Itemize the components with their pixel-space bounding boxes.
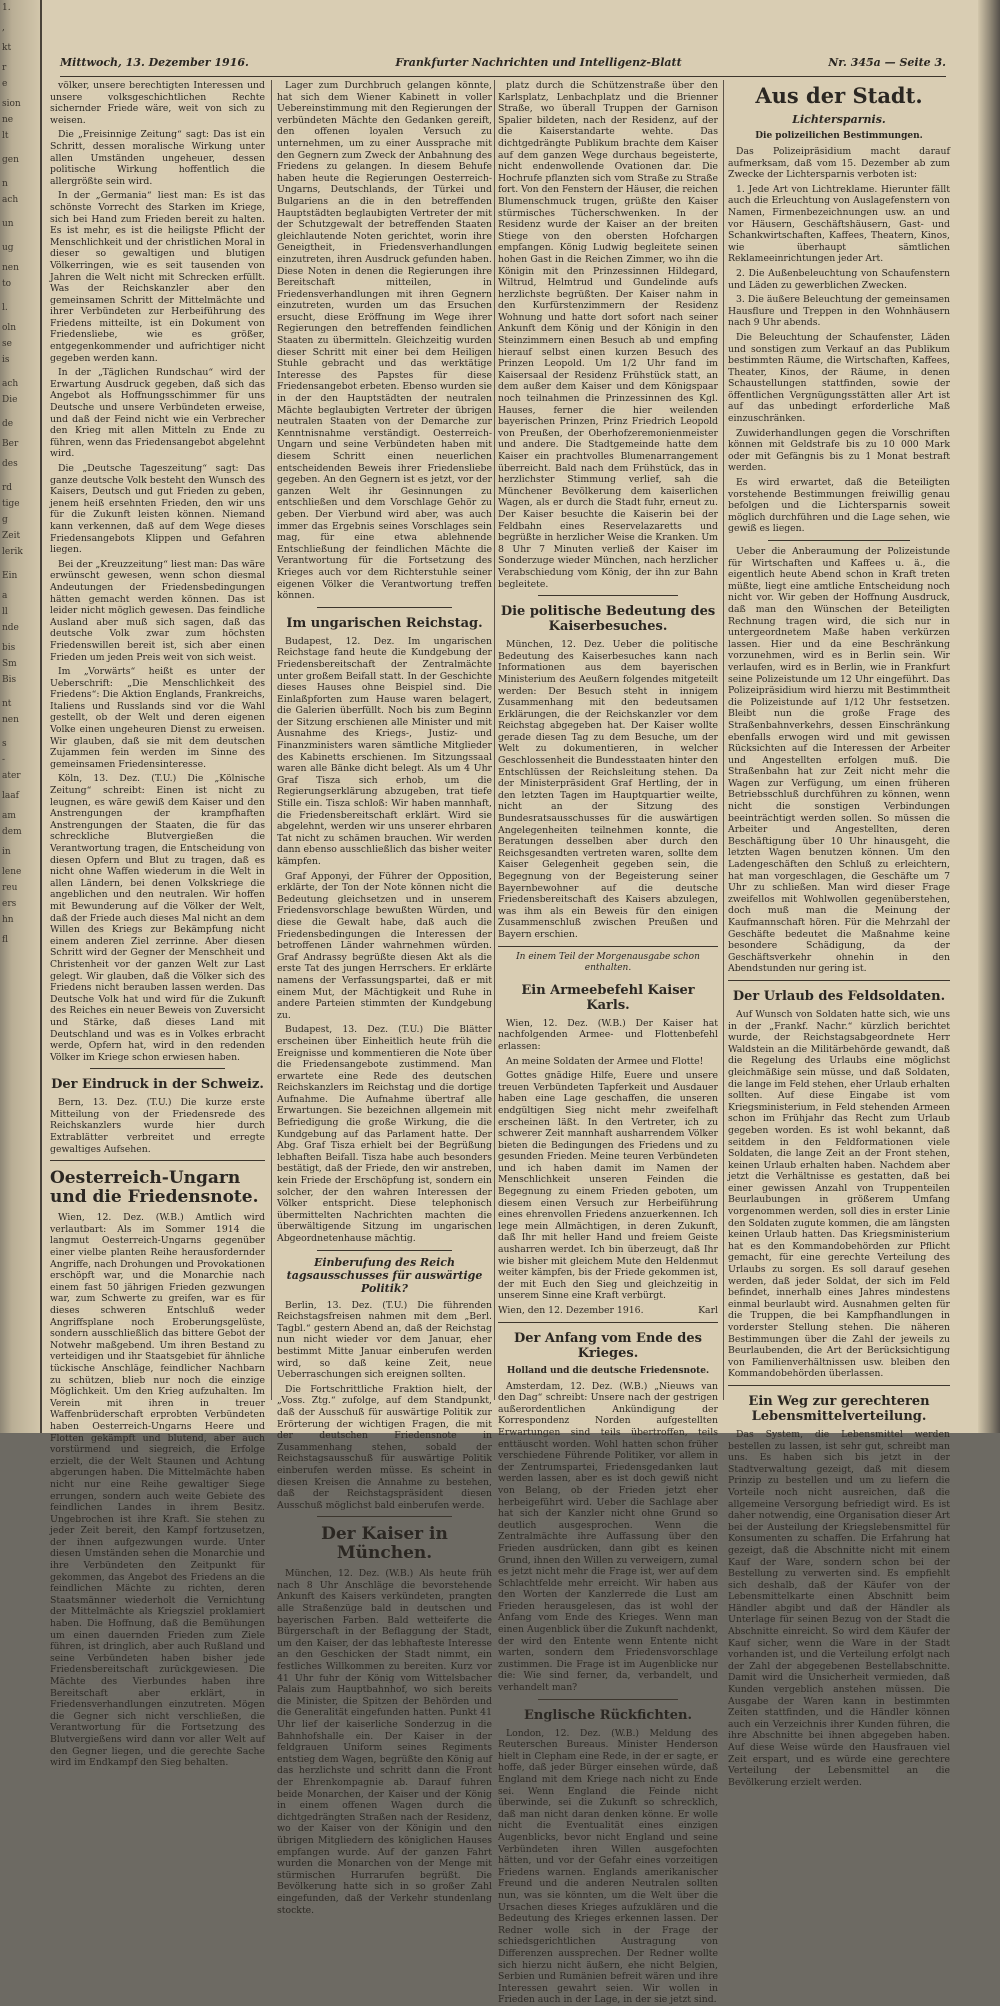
gutter-fragment: dem (2, 827, 22, 837)
signature-name: Karl (698, 1305, 718, 1316)
separator (728, 980, 950, 981)
paragraph: An meine Soldaten der Armee und Flotte! (506, 1055, 704, 1067)
separator (538, 595, 678, 596)
paragraph: London, 12. Dez. (W.B.) Meldung des Reuterschen Bureaus. Minister Henderson hielt in Clepham eine Rede, in der er sagte, er hoffe, daß jeder Bürger einsehen würde, daß England mit dem Kriege nach nicht zu Ende sei. Wenn England die Feinde nicht überwinde, sei die Zukunft so schrecklich, daß man nicht daran denken könne. Er wolle nicht die Eventualität eines einzigen Augenblicks, bevor nicht England und seine Verbündeten ihren Willen ausgefochten hätten, und vor der Gefahr eines vorzeitigen Friedens warnen. Englands amerikanischer Freund und die anderen Neutralen sollten nun, was sie könnten, um die Welt über die Ursachen dieses Krieges aufzuklären und die Bedeutung des Krieges erkennen lassen. Der Redner wolle sich in der Frage der schiedsgerichtlichen Austragung von Differenzen aussprechen. Der Redner wollte sich hierzu nicht äußern, ehe nicht Belgien, Serbien und Rumänien befreit wären und ihre Interessen gewahrt seien. Wir wollen in Frieden auch in der Lage, in der sie jetzt sind. (498, 1727, 718, 2006)
gutter-fragment: to (2, 279, 12, 289)
paragraph: München, 12. Dez. (W.B.) Als heute früh nach 8 Uhr Anschläge die bevorstehende Ankunft des Kaisers verkündeten, prangten alle Straßenzüge bald in deutschen und bayerischen Farben. Bald wetteiferte die Bürgerschaft in der Beflaggung der Stadt, um den Kaiser, der das lebhafteste Interesse an den Geschicken der Stadt nimmt, ein festliches Willkommen zu bereiten. Kurz vor 41 Uhr fuhr der König vom Wittelsbacher Palais zum Hauptbahnhof, wo sich bereits die Minister, die Spitzen der Behörden und die Generalität eingefunden hatten. Punkt 41 Uhr lief der kaiserliche Sonderzug in die Bahnhofshalle ein. Der Kaiser in der feldgrauen Uniform seines Regiments entstieg dem Wagen, begrüßte den König auf das herzlichste und schritt dann die Front der Ehrenkompagnie ab. Darauf fuhren beide Monarchen, der Kaiser und der König in einem offenen Wagen durch die dichtgedrängten Straßen nach der Residenz, wo der Kaiser von der Königin und den übrigen Mitgliedern des königlichen Hauses empfangen wurde. Auf der ganzen Fahrt wurden die Monarchen von der Menge mit stürmischen Hurrarufen begrüßt. Die Bevölkerung hatte sich in so großer Zahl eingefunden, daß der Verkehr stundenlang stockte. (277, 1568, 492, 1916)
paragraph: Berlin, 13. Dez. (T.U.) Die führenden Reichstagsfreisen nahmen mit dem „Berl. Tagbl.“ gestern Abend an, daß der Reichstag nun nicht wieder vor dem Januar, eher bestimmt Mitte Januar einberufen werden wird, so daß keine Zeit, neue Ueberraschungen sich ereignen sollten. (277, 1299, 492, 1381)
lebensmittel-paragraphs (728, 1429, 950, 1788)
gutter-fragment: , (2, 23, 5, 33)
gutter-fragment: g (2, 515, 8, 525)
kaiser-paragraphs (277, 1568, 492, 1916)
paragraph: Es wird erwartet, daß die Beteiligten vorstehende Bestimmungen freiwillig genau befolgen und die Lichtersparnis soweit möglich durchführen und die Lage sehen, wie gewiß es liegen. (728, 477, 950, 535)
paragraph: platz durch die Schützenstraße über den Karlsplatz, Lenbachplatz und die Brienner Straße, wo überall Truppen der Garnison Spalier bildeten, nach der Residenz, auf der die Kaiserstandarte wehte. Das dichtgedrängte Publikum brachte dem Kaiser auf dem ganzen Wege durchaus begeisterte, nicht endenwollende Ovationen dar. Die Hochrufe pflanzten sich vom Straße zu Straße fort. Von den Fenstern der Häuser, die reichen Blumenschmuck trugen, grüßte den Kaiser stürmisches Tücherschwenken. In der Residenz wurde der Kaiser an der breiten Stiege von den obersten Hofchargen empfangen. König Ludwig begleitete seinen hohen Gast in die Reichen Zimmer, wo ihn die Königin mit den Prinzessinnen Hildegard, Wiltrud, Helmtrud und Gundelinde aufs herzlichste begrüßten. Der Kaiser nahm in den Kurfürstenzimmern der Residenz Wohnung und hatte dort sofort nach seiner Ankunft dem König und der Königin in den Steinzimmern einen Besuch ab und empfing hierauf selbst einen kurzen Besuch des Prinzen Leopold. Um 1/2 Uhr fand im Kaisersaal der Residenz Frühstück statt, an dem außer dem Kaiser und dem Königspaar noch teilnahmen die Prinzessinnen des Kgl. Hauses, ferner die hier weilenden bayerischen Prinzen, Prinz Friedrich Leopold von Preußen, der Oberhofzeremonienmeister und andere. Die Stadtgemeinde hatte dem Kaiser ein prachtvolles Blumenarrangement überreicht. Bald nach dem Frühstück, das in herzlichster Stimmung verlief, sah die Münchener Bevölkerung dem kaiserlichen Wagen, als er durch die Stadt fuhr, erneut zu. Der Kaiser besuchte die Kaiserin bei der Feldbahn eines Reservelazaretts und begrüßte in herzlicher Weise die Kranken. Um 8 Uhr 7 Minuten verließ der Kaiser im Sonderzuge wieder München, nach herzlicher Verabschiedung vom König, der ihn zur Bahn begleitete. (498, 80, 718, 590)
gutter-fragment: is (2, 355, 10, 365)
oesterreich-paragraphs (50, 1212, 265, 1769)
gutter-fragment: ach (2, 379, 19, 389)
gutter-fragment: Sm (2, 659, 17, 669)
heading-armeebefehl: Ein Armeebefehl Kaiser Karls. (521, 982, 695, 1013)
gutter-fragment: ach (2, 195, 19, 205)
heading-englisch: Englische Rückfichten. (523, 1707, 693, 1723)
paragraph: völker, unsere berechtigten Interessen und unsere volksgeschichtlichen Rechte sichernder Friede wäre, weit von sich zu weisen. (50, 80, 265, 126)
gutter-fragment: Bis (2, 675, 17, 685)
column-rule (271, 80, 272, 1400)
separator (728, 1385, 950, 1386)
column-rule (723, 80, 724, 1400)
paragraph: Köln, 13. Dez. (T.U.) Die „Kölnische Zeitung“ schreibt: Einen ist nicht zu leugnen, es wäre gewiß dem Kaiser und den Anstrengungen der krampfhaften Anstrengungen der Staaten, die für das schreckliche Blutvergießen die Verantwortung tragen, die Entscheidung von diesen Opfern und Blut zu tragen, daß es nicht ohne Waffen wiederum in die Welt in allen Ländern, bei denen Volkskriege die angeblichen und den neutralen. Wir hoffen mit Bewunderung auf die Völker der Welt, daß der Friede auch dieses Mal nicht an dem Willen des Kriegs zur Bekämpfung nicht einem anderen Ziel zerrinne. Aber diesen Schritt wird der Gegner der Menschheit und Christenheit vor der ganzen Welt zur Last gelegt. Wir glauben, daß die Völker sich des Friedens nicht berauben lassen werden. Das Deutsche Volk hat und wird für die Zukunft des Reiches ein neuer Beweis von Zuversicht und Stärke, daß dieses Land mit Deutschland und was es in Volkes erbracht werde, Opfern hat, wird in den redenden Völker im Kriege schon erwiesen haben. (50, 773, 265, 1063)
gutter-fragment: nen (2, 715, 19, 725)
gutter-fragment: - (2, 755, 6, 765)
gutter-fragment: lene (2, 867, 22, 877)
paragraph: Gottes gnädige Hilfe, Euere und unsere treuen Verbündeten Tapferkeit und Ausdauer haben eine Lage geschaffen, die unseren endgültigen Sieg nicht mehr zweifelhaft erscheinen läßt. In den Vertreter, ich zu schwerer Zeit mannhaft ausharrendem Völker bieten die Bedingungen des Friedens und zu gesunden Frieden. Meine teuren Verbündeten und ich haben damit im Namen der Menschlichkeit unseren Feinden die Begegnung zu einem Frieden geboten, um diesem einen Versuch zur Herbeiführung eines ehrenvollen Friedens anzuerkennen. Ich lege mein Allmächtigen, in deren Zukunft, daß Ihr mit heller Hand und freiem Geiste ausharren werdet. Ich bin überzeugt, daß Ihr wie bisher mit gleichem Mute den Heldenmut weiter kämpfen, bis der Friede gekommen ist, der mit Euch den Sieg und gleichzeitig in unserem Sinne eine Kraft verbürgt. (498, 1070, 718, 1302)
gutter-fragment: ne (2, 115, 14, 125)
column-rule (494, 80, 495, 1400)
gutter-fragment: Zeit (2, 531, 21, 541)
gutter-fragment: des (2, 459, 18, 469)
gutter-fragment: ug (2, 243, 14, 253)
armeebefehl-paragraphs (498, 1018, 718, 1302)
gutter-fragment: oln (2, 323, 17, 333)
gutter-fragment: de (2, 419, 14, 429)
paragraph: Budapest, 13. Dez. (T.U.) Die Blätter erscheinen über Einheitlich heute früh die Ereignisse und kommentieren die Note über die Friedensangebote zustimmend. Man erwartete eine Rede des deutschen Reichskanzlers im Reichstag und die dortige Aufnahme. Die Aufnahme übertraf alle Erwartungen. Sie bezeichnen allgemein mit Befriedigung die große Wirkung, die die Kundgebung auf das Parlament hatte. Der Abg. Graf Tisza erhielt bei der Begrüßung lebhaften Beifall. Tisza habe auch besonders bestätigt, daß der Friede, den wir anstreben, kein Friede der Erschöpfung ist, sondern ein solcher, der den wahren Interessen der Völker entspricht. Diese telephonisch übermittelten Nachrichten machten die überwältigende Sitzung im ungarischen Abgeordnetenhause mächtig. (277, 1024, 492, 1244)
gutter-fragment: bis (2, 643, 16, 653)
paragraph: Die Fortschrittliche Fraktion hielt, der „Voss. Ztg.“ zufolge, auf dem Standpunkt, daß der Ausschuß für auswärtige Politik zur Erörterung der wichtigen Fragen, die mit der deutschen Friedensnote in Zusammenhang stehen, sobald der Reichstagsausschuß für auswärtige Politik einberufen werden müsse. Es scheint in diesen Kreisen die Annahme zu bestehen, daß der Reichstagspräsident diesen Ausschuß möglichst bald einberufen werde. (277, 1383, 492, 1511)
column-4 (728, 80, 950, 1788)
heading-aus-der-stadt: Aus der Stadt. (755, 83, 923, 108)
subheading-bestimmungen: Die polizeilichen Bestimmungen. (755, 131, 923, 141)
gutter-fragment: fl (2, 935, 9, 945)
separator (90, 1068, 225, 1069)
paragraph: 2. Die Außenbeleuchtung von Schaufenstern und Läden zu gewerblichen Zwecken. (728, 267, 950, 291)
paragraph: Lager zum Durchbruch gelangen könnte, hat sich dem Wiener Kabinett in voller Uebereinstimmung mit den Regierungen der verbündeten Mächte den Gedanken gereift, den offenen loyalen Versuch zu unternehmen, um zu einer Aussprache mit den Gegnern zum Zweck der Anbahnung des Friedens zu gelangen. In diesem Behufe haben heute die Regierungen Oesterreich-Ungarns, Deutschlands, der Türkei und Bulgariens an die in den betreffenden Hauptstädten beglaubigten Vertreter der mit der Schutzgewalt der betreffenden Staaten gleichlautende Noten gerichtet, worin ihre Geneigtheit, in Friedensverhandlungen einzutreten, ihren Ausdruck gefunden haben. Diese Noten in denen die Regierungen ihre Bereitschaft mitteilen, in Friedensverhandlungen mit ihren Gegnern einzutreten, wurden um das Ersuchen ersucht, diese Eröffnung im Wege ihrer Regierungen den betreffenden feindlichen Staaten zu übermitteln. Gleichzeitig wurden dieser Schritt mit einer bei dem Heiligen Stuhle gebracht und das werktätige Interesse des Papstes für diese Friedensangebot erbeten. Ebenso wurden sie in der den Hauptstädten der neutralen Mächte beglaubigten Vertreter der übrigen neutralen Staaten von der Demarche zur Kenntnisnahme verständigt. Oesterreich-Ungarn und seine Verbündeten haben mit diesem Schritt einen neuerlichen entscheidenden Beweis ihrer Friedensliebe gegeben. An den Gegnern ist es jetzt, vor der ganzen Welt ihr Gesinnungen zu entschließen und dem Vorschlage Gehör zu geben. Der Vierbund wird aber, was auch immer das Ergebnis seines Vorschlages sein mag, für eine etwa ablehnende Entschließung der feindlichen Mächte die Verantwortung für die Fortsetzung des Krieges auch vor dem Richterstuhle seiner eigenen Völker die Verantwortung treffen können. (277, 80, 492, 602)
heading-einberufung: Einberufung des Reich tagsausschusses für auswärtige Politik? (286, 1255, 483, 1295)
paragraph: Das Polizeipräsidium macht darauf aufmerksam, daß vom 15. Dezember ab zum Zwecke der Lichtersparnis verboten ist: (728, 146, 950, 181)
gutter-fragment: e (2, 79, 8, 89)
paragraph: Die Beleuchtung der Schaufenster, Läden und sonstigen zum Verkauf an das Publikum bestimmten Räume, die Wirtschaften, Kaffees, Theater, Kinos, der Räume, in denen Schaustellungen stattfinden, sowie der öffentlichen Vergnügungsstätten aller Art ist auf das unbedingt erforderliche Maß einzuschränken. (728, 331, 950, 425)
paragraph: Budapest, 12. Dez. Im ungarischen Reichstage fand heute die Kundgebung der Friedensbereitschaft der Zentralmächte unter großem Beifall statt. In der Geschichte dieses Hauses ohne Beispiel sind. Die Einlaßpforten zum Hause waren belagert, die Galerien überfüllt. Noch bis zum Beginn der Sitzung erschienen alle Minister und mit Ausnahme des Kriegs-, Justiz- und Finanzministers waren sämtliche Mitglieder des Kabinetts erschienen. Im Sitzungssaal waren alle Bänke dicht belegt. Als um 4 Uhr Graf Tisza sich erhob, um die Regierungserklärung abzugeben, trat tiefe Stille ein. Tisza schloß: Wir haben mannhaft, die Friedensbereitschaft erklärt. Wird sie abgelehnt, werden wir uns unserer ehrbaren Tat nicht zu schämen brauchen. Wir werden dann ebenso ausschließlich das bisher weiter kämpfen. (277, 635, 492, 867)
paragraph: Zuwiderhandlungen gegen die Vorschriften können mit Geldstrafe bis zu 10 000 Mark oder mit Gefängnis bis zu 1 Monat bestraft werden. (728, 427, 950, 474)
edition-note: In einem Teil der Morgenausgabe schon enthalten. (516, 951, 700, 974)
paragraph: 1. Jede Art von Lichtreklame. Hierunter fällt auch die Erleuchtung von Auslagefenstern von Namen, Firmenbezeichnungen usw. an und vor Häusern, Geschäftshäusern, Gast- und Schankwirtschaften, Kaffees, Theatern, Kinos, wie überhaupt sämtlichen Reklameeinrichtungen jeder Art. (728, 183, 950, 265)
englisch-paragraphs (498, 1728, 718, 2006)
paragraph: Das System, die Lebensmittel werden bestellen zu lassen, ist sehr gut, schreibt man uns. Es haben sich bis jetzt in der Stadtverwaltung gezeigt, daß mit diesem Prinzip zu bestellen und um zu liefern die Vorteile noch nicht ausreichen, daß die allgemeine Versorgung befriedigt wird. Es ist daher notwendig, eine Organisation dieser Art bei der Austeilung der Kriegslebensmittel für Konsumenten zu schaffen. Die Erfahrung hat gezeigt, daß die Abschnitte nicht mit einem Kauf der Ware, sondern schon bei der Bestellung zu verwerten sind. Es empfiehlt sich deshalb, daß der Käufer von der Lebensmittelkarte einen Abschnitt beim Händler abgibt und daß der Händler als Unterlage für seinen Bezug von der Stadt die Abschnitte einreicht. So wird dem Käufer der Kauf sicher, wenn die Ware in der Stadt vorhanden ist, und die Verteilung erfolgt nach der Zahl der abgegebenen Bestellabschnitte. Damit wird die Unsicherheit vermieden, daß Kunden vergeblich anstehen müssen. Die Ausgabe der Waren kann in bestimmten Zeiten stattfinden, und die Händler können auch ein Verzeichnis ihrer Kunden führen, die ihre Abschnitte bei ihnen abgegeben haben. Auf diese Weise würde den Hausfrauen viel Zeit erspart, und es würde eine gerechtere Verteilung der Lebensmittel an die Bevölkerung erzielt werden. (728, 1428, 950, 1788)
urlaub-paragraphs (728, 1009, 950, 1380)
stadt-paragraphs (728, 146, 950, 535)
gutter-fragment: lt (2, 131, 9, 141)
anfang-paragraphs (498, 1381, 718, 1694)
paragraph: Graf Apponyi, der Führer der Opposition, erklärte, der Ton der Note können nicht die Bedeutung gleichsetzen und in unserem Friedensvorschlage bewußten Würden, und diese die Gewalt habe, daß auch die Friedensbedingungen die Interessen der betroffenen Länder wahrnehmen würden. Graf Andrassy begrüßte diesen Akt als die erste Tat des jungen Herrschers. Er erklärte namens der Verfassungspartei, daß er mit einem Mut, der Mächtigkeit und Ruhe in andere Parteien stimmten der Kundgebung zu. (277, 870, 492, 1021)
heading-oesterreich: Oesterreich-Ungarn und die Friedensnote. (50, 1168, 259, 1208)
col3-top-paragraphs (498, 80, 718, 590)
page-header (60, 56, 946, 77)
gutter-fragment: reu (2, 883, 18, 893)
header-page-number: Nr. 345a — Seite 3. (828, 56, 946, 69)
gutter-fragment: in (2, 847, 11, 857)
subheading-anfang: Holland und die deutsche Friedensnote. (506, 1365, 710, 1376)
separator (768, 540, 910, 541)
paragraph: München, 12. Dez. Ueber die politische Bedeutung des Kaiserbesuches kann nach Informationen aus dem bayerischen Ministerium des Aeußern folgendes mitgeteilt werden: Der Besuch steht in innigem Zusammenhang mit den bedeutsamen Erklärungen, die der Reichskanzler vor dem Reichstag abgegeben hat. Der Kaiser wollte gerade diesen Tag zu dem Besuche, um der Welt zu dokumentieren, in welcher Geschlossenheit die Bundesstaaten hinter den Entschlüssen der Reichsleitung stehen. Da der Ministerpräsident Graf Hertling, der in den letzten Tagen im Hauptquartier weilte, nicht an der Sitzung des Bundesratsausschusses für die auswärtigen Angelegenheiten teilnehmen konnte, die Beratungen desselben aber durch den Reichsgesandten vertreten waren, sollte dem Kaiser Gelegenheit gegeben sein, die Begegnung von der Begeisterung seiner Bayernbewohner auf die deutsche Friedensbereitschaft des Kaisers abzulegen, was ihm als ein Beweis für den einigen Zusammenschluß zwischen Preußen und Bayern erschien. (498, 639, 718, 940)
col2-top-paragraphs (277, 80, 492, 602)
gutter-fragment: Ber (2, 439, 19, 449)
paragraph: In der „Täglichen Rundschau“ wird der Erwartung Ausdruck gegeben, daß sich das Angebot als Hoffnungsschimmer für uns Deutsche und unsere Verbündeten erweise, und daß der Feind nicht wie ein Verbrecher den Krieg mit allen Mitteln zu Ende zu führen, wenn das Friedensangebot abgelehnt wird. (50, 367, 265, 460)
gutter-fragment: laaf (2, 791, 19, 801)
column-2 (277, 80, 492, 1916)
gutter-fragment: n (2, 179, 8, 189)
einberufung-paragraphs (277, 1300, 492, 1512)
gutter-fragment: lerik (2, 547, 23, 557)
gutter-fragment: a (2, 591, 8, 601)
signature-line (498, 1305, 718, 1317)
gutter-fragment: Die (2, 395, 18, 405)
paragraph: Wien, 12. Dez. (W.B.) Amtlich wird verlautbart: Als im Sommer 1914 die langmut Oesterreich-Ungarns gegenüber einer vielbe planten Reihe herausfordernder Angriffe, nach Drohungen und Provokationen erschöpft war, und die Monarchie nach einem fast 50 jährigen Frieden gezwungen war, zum Schwerte zu greifen, war es für dieses schweren Entschluß weder Angriffsplane noch Eroberungsgelüste, sondern ausschließlich das bittere Gebot der Notwehr maßgebend. Um ihren Bestand zu verteidigen und ihr Staatsgebiet für ähnliche tückische Anschläge, feindlicher Nachbarn zu schützen, blieb nur noch die einzige Möglichkeit. Um den Krieg aufzuhalten. Im Verein mit ihren in treuer Waffenbrüderschaft erprobten Verbündeten haben Oesterreich-Ungarns Heere und Flotten gekämpft und blutend, aber auch vorstürmend und siegreich, die Erfolge erzielt, die der Welt Staunen und Achtung abgerungen haben. Die Mittelmächte haben nicht nur eine Reihe gewaltiger Siege errungen, sondern auch weite Gebiete des feindlichen Landes in ihrem Besitz. Ungebrochen ist ihre Kraft. Sie stehen zu jeder Zeit bereit, den Kampf fortzusetzen, der ihnen aufgezwungen wurde. Unter diesen Umständen sehen die Monarchie und ihre Verbündeten den Zeitpunkt für gekommen, das Angebot des Friedens an die feindlichen Mächte zu richten, deren Staatsmänner wiederholt die Vernichtung der Mittelmächte als Kriegsziel proklamiert haben. Die Hoffnung, daß die Bemühungen um einen dauernden Frieden zum Ziele führen, ist dringlich, aber auch Rußland und seine Verbündeten haben bisher jede Friedensbereitschaft zurückgewiesen. Die Mächte des Vierbundes haben ihre Bereitschaft aber erklärt, in Friedensverhandlungen einzutreten. Mögen die Gegner sich nicht verschließen, die Verantwortung für die Fortsetzung des Blutvergießens wird dann vor aller Welt auf den Gegner liegen, und die gerechte Sache wird im Endkampf den Sieg behalten. (50, 1212, 265, 1769)
gutter-fragment: kt (2, 43, 12, 53)
paragraph: Im „Vorwärts“ heißt es unter der Ueberschrift: „Die Menschlichkeit des Friedens“: Die Aktion Englands, Frankreichs, Italiens und Russlands sind vor die Wahl gestellt, ob der Welt und deren eigenen Volke einen ungeheuren Dienst zu erweisen. Wir glauben, daß sie mit dem deutschen Zujammen fein werden im Sinne des gemeinsamen Friedensinteresse. (50, 666, 265, 770)
gutter-fragment: ater (2, 771, 21, 781)
paragraph: Ueber die Anberaumung der Polizeistunde für Wirtschaften und Kaffees u. ä., die eigentlich heute Abend schon in Kraft treten müßte, liegt eine amtliche Entscheidung noch nicht vor. Wir geben der Hoffnung Ausdruck, daß man den Wünschen der Beteiligten Rechnung tragen wird, die sich nur in untergeordnetem Maße haben verkürzen lassen. Hier und da eine Beschränkung vorzunehmen, wird es in Berlin sein. Wir verlaufen, wird es in Berlin, wie in Frankfurt seine Polizeistunde um 12 Uhr eingeführt. Das Polizeipräsidium wird hierzu mit Bestimmtheit die Polizeistunde auf 1/12 Uhr festsetzen. Bleibt nun die große Frage des Straßenbahnverkehrs, dessen Einschränkung ebenfalls erwogen wird und mit gewissen Rücksichten auf die Interessen der Arbeiter und Angestellten erfolgen muß. Die Straßenbahn hat zur Zeit nicht mehr die Wagen zur Verfügung, um einen früheren Betriebsschluß durchführen zu können, wenn nicht die sonstigen Verbindungen beeinträchtigt werden sollen. So müssen die Arbeiter und Angestellten, deren Beschäftigung über 10 Uhr hinausgeht, die letzten Wagen benutzen können. Um den Ladengeschäften den Schluß zu erleichtern, hat man vorgeschlagen, die Geschäfte um 7 Uhr zu schließen. Man wird dieser Frage zweifellos mit Wohlwollen gegenüberstehen, doch muß man die Meinung der Kaufmannschaft hören. Für die Mehrzahl der Geschäfte bedeutet die Maßnahme keine besondere Schädigung, da der Geschäftsverkehr ohnehin in den Abendstunden nur gering ist. (728, 546, 950, 975)
paragraph: Die „Freisinnige Zeitung“ sagt: Das ist ein Schritt, dessen moralische Wirkung unter allen Umständen ungeheuer, dessen politische Wirkung hoffentlich die allergrößte sein wird. (50, 129, 265, 187)
heading-urlaub: Der Urlaub des Feldsoldaten. (732, 988, 946, 1004)
gutter-fragment: nen (2, 263, 19, 273)
gutter-fragment: l. (2, 303, 8, 313)
separator (50, 1160, 265, 1161)
previous-page-gutter (0, 0, 42, 1433)
paragraph: 3. Die äußere Beleuchtung der gemeinsamen Hausflure und Treppen in den Wohnhäusern nach 9 Uhr abends. (728, 294, 950, 329)
column-3 (498, 80, 718, 2006)
col1-top-paragraphs (50, 80, 265, 1063)
gutter-fragment: sion (2, 99, 21, 109)
gutter-fragment: 1. (2, 3, 11, 13)
gutter-fragment: am (2, 811, 16, 821)
separator (317, 607, 452, 608)
heading-kaiser-muenchen: Der Kaiser in München. (321, 1524, 448, 1564)
gutter-fragment: s (2, 739, 7, 749)
gutter-fragment: Ein (2, 571, 18, 581)
column-1 (50, 80, 265, 1769)
paragraph: Wien, 12. Dez. (W.B.) Der Kaiser hat nachfolgenden Armee- und Flottenbefehl erlassen: (498, 1017, 718, 1052)
header-date: Mittwoch, 13. Dezember 1916. (60, 56, 249, 69)
separator (498, 1322, 718, 1323)
gutter-fragment: gen (2, 155, 19, 165)
separator (498, 946, 718, 947)
gutter-fragment: nt (2, 699, 12, 709)
separator (538, 1699, 678, 1700)
paragraph: In der „Germania“ liest man: Es ist das schönste Vorrecht des Starken im Kriege, sich bei Hand zum Frieden bereit zu halten. Es ist mehr, es ist die heiligste Pflicht der Menschlichkeit und der christlichen Moral in dieser so gewaltigen und blutigen Völkerringen, wie es seit tausenden von Jahren die Welt nicht mit Schrecken erfüllt. Was der Reichskanzler aber den gemeinsamen Schritt der Mittelmächte und ihrer Verbündeten zur Herbeiführung des Friedens mitteilte, ist ein Dokument von Friedensliebe, wie es größer, entgegenkommender und aufrichtiger nicht gegeben werden kann. (50, 190, 265, 364)
paragraph: Die „Deutsche Tageszeitung“ sagt: Das ganze deutsche Volk besteht den Wunsch des Kaisers, Deutsch und gut Frieden zu geben, jenem heiß ersehnten Frieden, den wir uns für die Zukunft leisten können. Niemand kann verkennen, daß auf dem Wege dieses Friedensangebots Klippen und Gefahren liegen. (50, 463, 265, 556)
gutter-fragment: un (2, 219, 14, 229)
gutter-fragment: hn (2, 915, 14, 925)
gutter-fragment: r (2, 63, 7, 73)
header-masthead: Frankfurter Nachrichten und Intelligenz-Blatt (395, 56, 682, 69)
separator (317, 1250, 452, 1251)
signature-place: Wien, den 12. Dezember 1916. (498, 1305, 644, 1316)
heading-anfang: Der Anfang vom Ende des Krieges. (514, 1330, 702, 1361)
heading-bedeutung: Die politische Bedeutung des Kaiserbesuches. (500, 604, 716, 635)
bedeutung-paragraphs (498, 639, 718, 940)
gutter-fragment: ll (2, 607, 8, 617)
heading-lebensmittel: Ein Weg zur gerechteren Lebensmittelverteilung. (748, 1393, 930, 1424)
subheading-lichtersparnis: Lichtersparnis. (792, 113, 886, 126)
gutter-fragment: se (2, 339, 12, 349)
paragraph: Bern, 13. Dez. (T.U.) Die kurze erste Mitteilung von der Friedensrede des Reichskanzlers wurde hier durch Extrablätter verbreitet und erregte gewaltiges Aufsehen. (50, 1097, 265, 1155)
page-edge (978, 0, 1000, 1433)
gutter-fragment: nde (2, 623, 19, 633)
paragraph: Bei der „Kreuzzeitung“ liest man: Das wäre erwünscht gewesen, wenn schon diesmal Andeutungen der Friedensbedingungen hätten gemacht werden können. Das ist leider nicht möglich gewesen. Das feindliche Ausland aber muß sich sagen, daß das deutsche Volk zwar zum höchsten Friedenswillen bereit ist, sich aber einen Frieden um jeden Preis weit von sich weist. (50, 558, 265, 663)
gutter-fragment: ers (2, 899, 17, 909)
heading-schweiz: Der Eindruck in der Schweiz. (51, 1077, 264, 1093)
gutter-fragment: tige (2, 499, 20, 509)
paragraph: Amsterdam, 12. Dez. (W.B.) „Nieuws van den Dag“ schreibt: Unsere nach der gestrigen außerordentlichen Ankündigung der Korrespondenz Norden aufgestellten Erwartungen sind teils übertroffen, teils enttäuscht worden. Wohl hatten schon früher verschiedene Führende Politiker, vor allem in der Zentrumspartei, Friedensgedanken laut werden lassen, aber es ist doch gewiß nicht von Belang, ob der Frieden jetzt eher herbeigeführt wird. Ueber die Sachlage aber hat sich der Kanzler nicht ohne Grund so deutlich ausgesprochen. Wenn die Zentralmächte ihre Auffassung über den Frieden ausdrücken, dann gibt es keinen Grund, ihnen den Willen zu verweigern, zumal es jetzt nicht mehr die Frage ist, wer auf dem Schlachtfelde mehr erreicht. Wir haben aus den Worten der Kanzlerrede die Lust am Frieden herausgelesen, das ist wohl der Anfang vom Ende des Krieges. Wenn man einen Augenblick über die Zukunft nachdenkt, der wird den Entente wenn Entente nicht warten, sondern dem Friedensvorschlage zustimmen. Die Frage ist im Augenblicke nur die: Wie sind ferner, da, verbandelt, und verhandelt man? (498, 1380, 718, 1694)
polizeistunde-paragraphs (728, 546, 950, 975)
separator (317, 1516, 452, 1517)
reichstag-paragraphs (277, 636, 492, 1245)
paragraph: Auf Wunsch von Soldaten hatte sich, wie uns in der „Frankf. Nachr.“ kürzlich berichtet wurde, der Reichstagsabgeordnete Herr Waldstein an die Militärbehörde gewandt, daß die Regelung des Urlaubs eine möglichst gleichmäßige sein müsse, und daß Soldaten, die lange im Feld stehen, eher Urlaub erhalten sollten. Auf diese Eingabe ist vom Kriegsministerium, in Feld stehenden Armeen schon im Frühjahr das Recht zum Urlaub gegeben worden. Es ist wohl bekannt, daß seitdem in den Feldformationen viele Soldaten, die lange Zeit an der Front stehen, keinen Urlaub erhalten haben. Nachdem aber jetzt die Verhältnisse es gestatten, daß bei einer gewissen Anzahl von Truppenteilen Beurlaubungen in größerem Umfang vorgenommen werden, soll dies in erster Linie den Soldaten zugute kommen, die am längsten keinen Urlaub hatten. Das Kriegsministerium hat es den Kommandobehörden zur Pflicht gemacht, für eine gerechte Verteilung des Urlaubs zu sorgen. Es soll darauf gesehen werden, daß jeder Soldat, der sich im Feld befindet, innerhalb eines Jahres mindestens einmal beurlaubt wird. Ausnahmen gelten für die Truppen, die bei Kampfhandlungen in vorderster Stellung stehen. Die näheren Bestimmungen über die Zahl der jeweils zu Beurlaubenden, die Art der Berücksichtigung von Familienverhältnissen usw. bleiben den Kommandobehörden überlassen. (728, 1008, 950, 1380)
gutter-fragment: rd (2, 483, 13, 493)
heading-reichstag: Im ungarischen Reichstag. (286, 615, 483, 631)
